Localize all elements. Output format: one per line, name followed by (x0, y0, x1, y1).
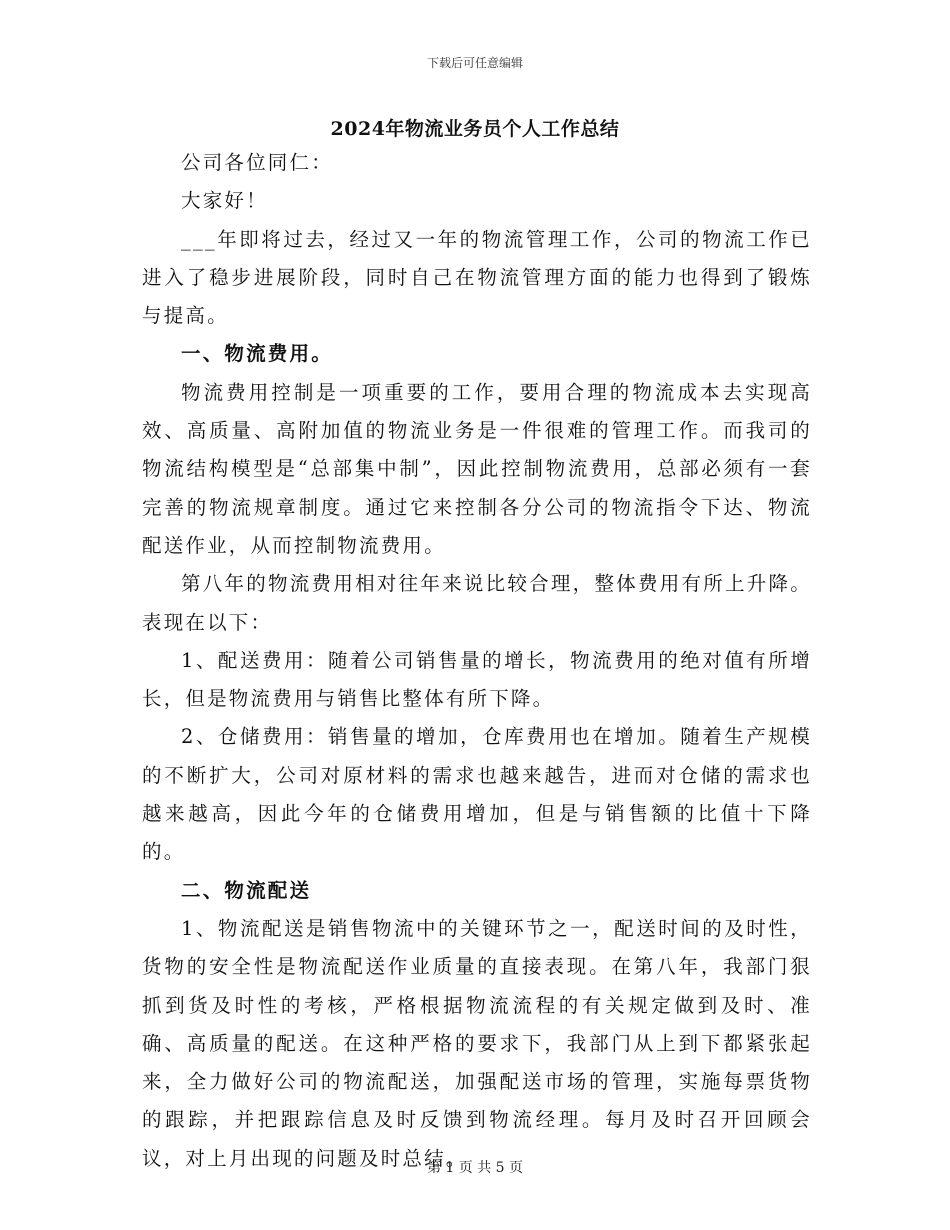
paragraph-cost-summary: 第八年的物流费用相对往年来说比较合理，整体费用有所上升降。表现在以下： (142, 572, 812, 634)
paragraph-hello: 大家好！ (181, 189, 268, 213)
paragraph-delivery-cost: 1、配送费用：随着公司销售量的增长，物流费用的绝对值有所增长，但是物流费用与销售比整体有所下降。 (142, 648, 812, 711)
paragraph-delivery-detail: 1、物流配送是销售物流中的关键环节之一，配送时间的及时性，货物的安全性是物流配送作业质量的直接表现。在第八年，我部门狠抓到货及时性的考核，严格根据物流流程的有关规定做到及时、准确、高质量的配送。在这种严格的要求下，我部门从上到下都紧张起来，全力做好公司的物流配送，加强配送市场的管理，实施每票货物的跟踪，并把跟踪信息及时反馈到物流经理。每月及时召开回顾会议，对上月出现的问题及时总结。 (142, 916, 812, 1170)
paragraph-greeting: 公司各位同仁： (181, 151, 333, 174)
page-number: 第 1 页 共 5 页 (426, 1160, 524, 1176)
paragraph-cost-control: 物流费用控制是一项重要的工作，要用合理的物流成本去实现高效、高质量、高附加值的物流业务是一件很难的管理工作。而我司的物流结构模型是“总部集中制”，因此控制物流费用，总部必须有一套完善的物流规章制度。通过它来控制各分公司的物流指令下达、物流配送作业，从而控制物流费用。 (142, 380, 812, 557)
paragraph-intro: ___年即将过去，经过又一年的物流管理工作，公司的物流工作已进入了稳步进展阶段，同时自己在物流管理方面的能力也得到了锻炼与提高。 (142, 227, 812, 328)
document-title: 2024年物流业务员个人工作总结 (330, 118, 620, 140)
section-heading-logistics-delivery: 二、物流配送 (181, 878, 312, 902)
document-body (142, 144, 812, 1178)
page-header-note: 下载后可任意编辑 (426, 56, 523, 70)
section-heading-logistics-cost: 一、物流费用。 (181, 342, 333, 366)
paragraph-storage-cost: 2、仓储费用：销售量的增加，仓库费用也在增加。随着生产规模的不断扩大，公司对原材料的需求也越来越告，进而对仓储的需求也越来越高，因此今年的仓储费用增加，但是与销售额的比值十下降的。 (142, 725, 812, 864)
